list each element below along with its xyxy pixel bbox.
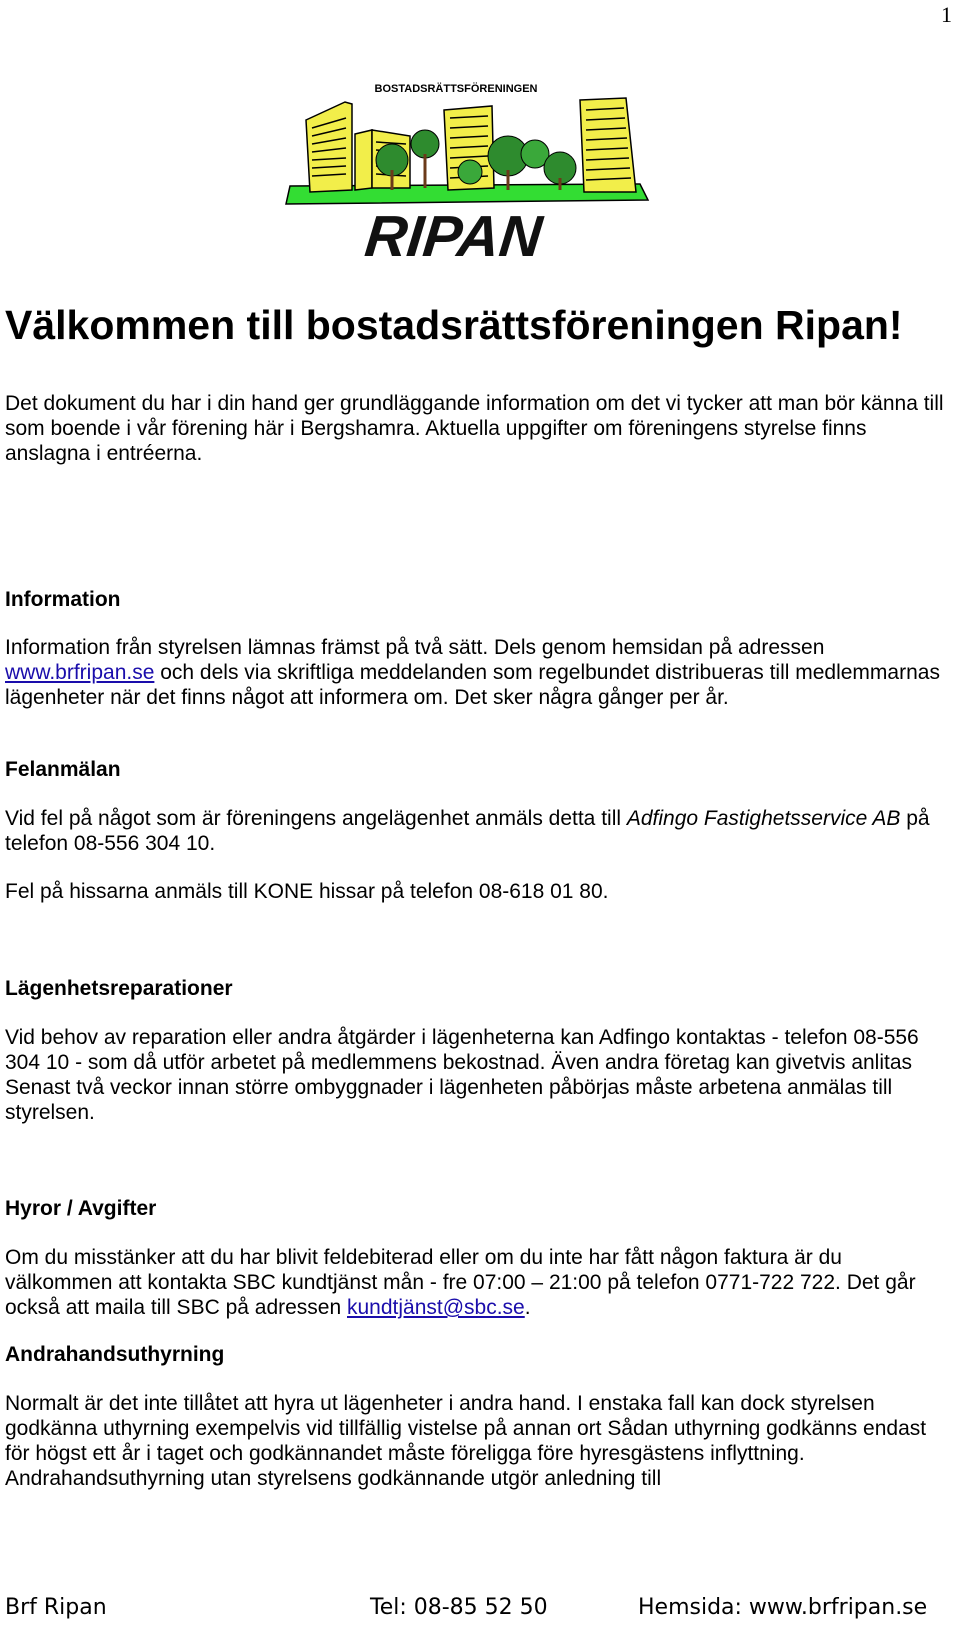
felanmalan-paragraph xyxy=(5,806,955,856)
felanmalan-text-start: Vid fel på något som är föreningens angelägenhet anmäls detta till xyxy=(5,807,627,830)
logo-top-text: BOSTADSRÄTTSFÖRENINGEN xyxy=(374,83,538,95)
felanmalan-heading: Felanmälan xyxy=(5,758,121,781)
hyror-heading: Hyror / Avgifter xyxy=(5,1197,157,1220)
ripan-logo xyxy=(0,80,960,270)
information-text-start: Information från styrelsen lämnas främst på två sätt. Dels genom hemsidan på adressen xyxy=(5,636,825,659)
footer-website: Hemsida: www.brfripan.se xyxy=(638,1595,928,1620)
email-link[interactable]: kundtjänst@sbc.se xyxy=(347,1296,525,1319)
logo-name: RIPAN xyxy=(362,204,546,269)
right-building-icon xyxy=(580,98,636,192)
reparationer-heading: Lägenhetsreparationer xyxy=(5,977,233,1000)
information-heading: Information xyxy=(5,588,121,611)
company-name: Adfingo Fastighetsservice AB xyxy=(626,807,901,830)
felanmalan-text-end: på telefon 08-556 304 10. xyxy=(5,807,930,855)
elevator-paragraph: Fel på hissarna anmäls till KONE hissar på telefon 08-618 01 80. xyxy=(5,880,609,903)
footer-org: Brf Ripan xyxy=(5,1595,107,1620)
intro-paragraph: Det dokument du har i din hand ger grundläggande information om det vi tycker att man bör känna till som boende i vår förening här i Bergshamra. Aktuella uppgifter om föreningens styrelse finns anslagna i entréerna. xyxy=(5,392,944,465)
left-building-icon xyxy=(306,102,352,192)
hyror-paragraph xyxy=(5,1245,955,1320)
reparationer-paragraph: Vid behov av reparation eller andra åtgärder i lägenheterna kan Adfingo kontaktas - telefon 08-556 304 10 - som då utför arbetet på medlemmens bekostnad. Även andra företag kan givetvis anlitas Senast två veckor innan större ombyggnader i lägenheten påbörjas måste arbetena anmälas till styrelsen. xyxy=(5,1026,919,1124)
website-link[interactable]: www.brfripan.se xyxy=(5,661,155,684)
hyror-text-end: . xyxy=(524,1296,531,1319)
information-text-end: och dels via skriftliga meddelanden som regelbundet distribueras till medlemmarnas lägenheter när det finns något att informera om. Det sker några gånger per år. xyxy=(5,661,940,709)
andrahand-heading: Andrahandsuthyrning xyxy=(5,1343,225,1366)
hyror-text-start: Om du misstänker att du har blivit feldebiterad eller om du inte har fått någon faktura är du välkommen att kontakta SBC kundtjänst mån - fre 07:00 – 21:00 på telefon 0771-722 722. Det går också att maila till SBC på adressen xyxy=(5,1246,916,1319)
page-title: Välkommen till bostadsrättsföreningen Ripan! xyxy=(5,302,903,348)
andrahand-paragraph: Normalt är det inte tillåtet att hyra ut lägenheter i andra hand. I enstaka fall kan dock styrelsen godkänna uthyrning exempelvis vid tillfällig vistelse på annan ort Sådan uthyrning godkänns endast för högst ett år i taget och godkännandet måste föreligga före hyresgästens inflyttning. Andrahandsuthyrning utan styrelsens godkännande utgör anledning till xyxy=(5,1392,927,1490)
page-number: 1 xyxy=(941,2,952,27)
information-paragraph xyxy=(5,635,955,710)
footer-phone: Tel: 08-85 52 50 xyxy=(370,1595,548,1620)
